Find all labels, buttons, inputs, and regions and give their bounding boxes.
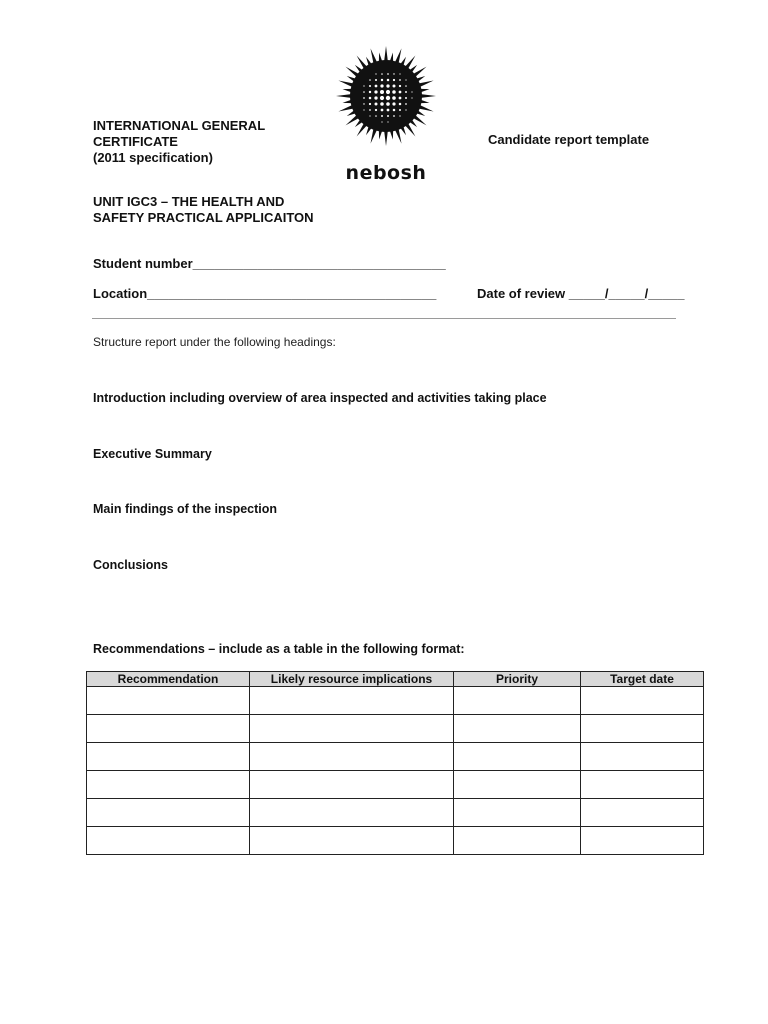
table-cell[interactable] [454, 743, 581, 771]
table-cell[interactable] [454, 771, 581, 799]
sunburst-logo-icon [326, 46, 446, 162]
date-of-review-field[interactable]: Date of review _____/_____/_____ [477, 286, 685, 301]
table-cell[interactable] [454, 687, 581, 715]
table-cell[interactable] [250, 687, 454, 715]
table-cell[interactable] [87, 715, 250, 743]
table-cell[interactable] [454, 827, 581, 855]
table-cell[interactable] [87, 743, 250, 771]
column-header-resource-implications: Likely resource implications [250, 672, 454, 687]
student-number-field[interactable]: Student number___________________________________ [93, 256, 446, 271]
recommendations-table [86, 671, 704, 855]
structure-intro: Structure report under the following headings: [93, 335, 336, 349]
heading-executive-summary: Executive Summary [93, 447, 212, 461]
heading-main-findings: Main findings of the inspection [93, 502, 278, 516]
heading-conclusions: Conclusions [93, 558, 169, 572]
template-title: Candidate report template [488, 132, 650, 147]
table-cell[interactable] [87, 799, 250, 827]
table-row [87, 743, 704, 771]
heading-introduction: Introduction including overview of area inspected and activities taking place [93, 391, 547, 405]
column-header-recommendation: Recommendation [87, 672, 250, 687]
column-header-target-date: Target date [581, 672, 704, 687]
table-cell[interactable] [581, 687, 704, 715]
table-row [87, 771, 704, 799]
table-cell[interactable] [87, 827, 250, 855]
table-row [87, 687, 704, 715]
unit-title [93, 194, 314, 226]
table-row [87, 715, 704, 743]
unit-title-line-1: UNIT IGC3 – THE HEALTH AND [93, 194, 285, 209]
location-field[interactable]: Location________________________________________ [93, 286, 437, 301]
table-cell[interactable] [454, 799, 581, 827]
certificate-title-line-2: CERTIFICATE [93, 134, 178, 149]
certificate-title-line-1: INTERNATIONAL GENERAL [93, 118, 266, 133]
table-cell[interactable] [250, 799, 454, 827]
table-cell[interactable] [581, 743, 704, 771]
certificate-title [93, 118, 265, 166]
table-cell[interactable] [581, 771, 704, 799]
heading-recommendations: Recommendations – include as a table in the following format: [93, 642, 465, 656]
table-row [87, 827, 704, 855]
table-cell[interactable] [581, 827, 704, 855]
column-header-priority: Priority [454, 672, 581, 687]
table-row [87, 799, 704, 827]
unit-title-line-2: SAFETY PRACTICAL APPLICAITON [93, 210, 314, 225]
table-cell[interactable] [87, 771, 250, 799]
table-cell[interactable] [250, 827, 454, 855]
logo-wordmark: nebosh [345, 162, 427, 184]
table-cell[interactable] [581, 715, 704, 743]
divider [92, 318, 676, 319]
table-cell[interactable] [581, 799, 704, 827]
certificate-title-line-3: (2011 specification) [93, 150, 213, 165]
nebosh-logo [326, 46, 446, 186]
table-cell[interactable] [250, 715, 454, 743]
table-cell[interactable] [87, 687, 250, 715]
table-cell[interactable] [250, 743, 454, 771]
table-header-row [87, 672, 704, 687]
table-cell[interactable] [454, 715, 581, 743]
table-cell[interactable] [250, 771, 454, 799]
